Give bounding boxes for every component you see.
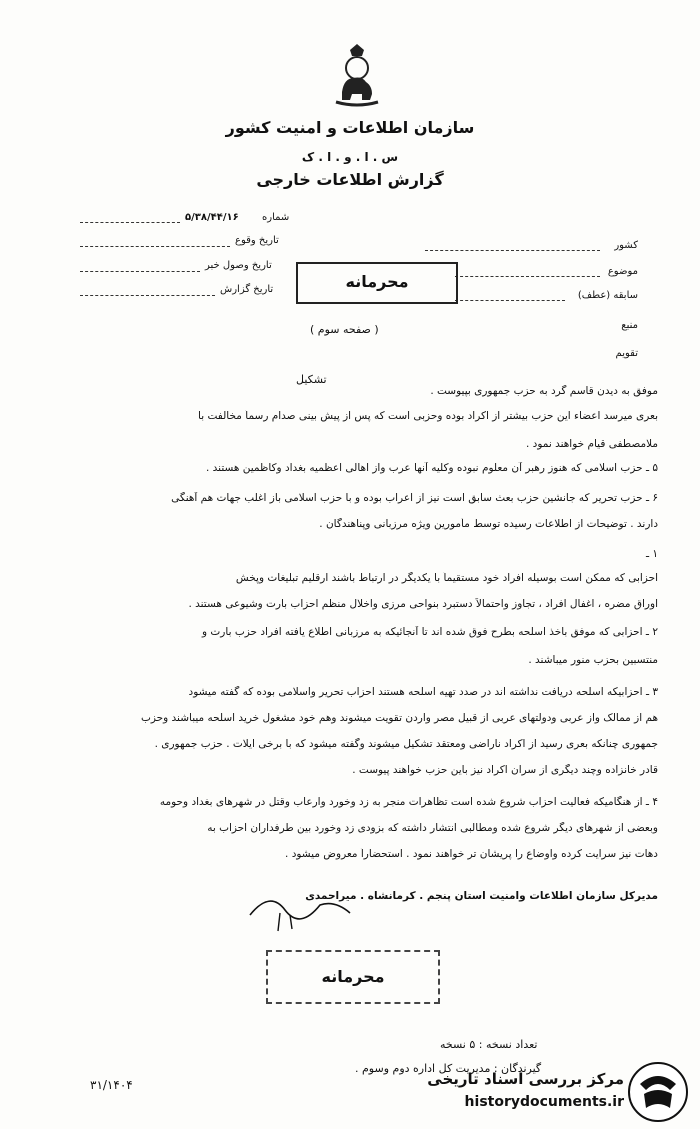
field-line-report-date — [80, 295, 215, 296]
field-label-incident-date: تاریخ وقوع — [235, 235, 279, 246]
recipients: گیرندگان : مدیریت کل اداره دوم وسوم . — [355, 1062, 542, 1075]
body-line: ملامصطفی قیام خواهند نمود . — [525, 438, 658, 450]
field-line-number — [80, 222, 180, 223]
body-line: قادر خانزاده وچند دیگری از سران اکراد نیز باین حزب خواهند پیوست . — [352, 764, 658, 776]
field-line-background — [455, 300, 565, 301]
body-line: احزابی که ممکن است بوسیله افراد خود مستقیماً با یکدیگر در ارتباط باشند ارقلیم تبلیغات وپخش — [235, 572, 658, 584]
body-line: منتسبین بحزب منور میباشند . — [528, 654, 658, 666]
watermark — [420, 1062, 688, 1120]
field-line-incident-date — [80, 246, 230, 247]
body-line: اوراق مضره ، اغفال افراد ، تجاوز واحتمالاً دستبرد بنواحی مرزی واخلال منظم احزاب بارت وشیوعی هستند . — [188, 598, 658, 610]
body-line: ۶ ـ حزب تحریر که جانشین حزب بعث سابق است نیز از اعراب بوده و با حزب اسلامی باز اغلب جهات هم آهنگی — [171, 492, 658, 504]
archive-logo-icon — [628, 1062, 688, 1122]
body-line: ۴ ـ از هنگامیکه فعالیت احزاب شروع شده است تظاهرات منجر به زد وخورد وارعاب وقتل در شهرهای بغداد وحومه — [159, 796, 658, 808]
page-number-label: ( صفحه سوم ) — [310, 323, 379, 336]
watermark-url: historydocuments.ir — [464, 1094, 624, 1110]
field-label-report-date: تاریخ گزارش — [220, 284, 274, 295]
confidential-stamp-top: محرمانه — [296, 262, 458, 304]
lion-and-sun-emblem-icon — [332, 44, 382, 108]
body-line: ۳ ـ احزابیکه اسلحه دریافت نداشته اند در صدد تهیه اسلحه هستند احزاب تحریر واسلامی بوده که گفته میشود — [188, 686, 658, 698]
field-label-background: سابقه (عطف) — [577, 290, 638, 301]
body-line: ۱ ـ — [645, 548, 658, 560]
body-line: جمهوری چنانکه بعری رسید از اکراد ناراضی ومعتقد تشکیل میشوند وگفته میشود که با برخی ایلات . حزب جمهوری . — [154, 738, 658, 750]
field-label-source: منبع — [621, 320, 638, 331]
section-heading: تشکیل — [296, 373, 327, 386]
field-line-receipt-date — [80, 271, 200, 272]
body-line: بعری میرسد اعضاء این حزب بیشتر از اکراد بوده وحزبی است که پس از پیش بینی صدام رسماً مخالفت با — [198, 410, 658, 422]
body-line: دهات نیز سرایت کرده واوضاع را پریشان تر خواهند نمود . استحضاراً معروض میشود . — [285, 848, 658, 860]
field-value-number: ۵/۳۸/۴۴/۱۶ — [185, 212, 239, 223]
organization-name: سازمان اطلاعات و امنیت کشور — [225, 118, 475, 137]
body-line: وبعضی از شهرهای دیگر شروع شده ومطالبی انتشار داشته که بزودی زد وخورد بین طرفداران احزاب به — [207, 822, 658, 834]
field-label-number: شماره — [262, 212, 290, 223]
signature-line: مدیرکل سازمان اطلاعات وامنیت استان پنجم . کرمانشاه . میراحمدی — [305, 890, 658, 902]
handwritten-signature-icon — [240, 885, 360, 935]
body-line: موفق به دیدن قاسم گرد به حزب جمهوری بپیوست . — [430, 385, 658, 397]
field-label-receipt-date: تاریخ وصول خبر — [205, 260, 272, 271]
field-label-country: کشور — [614, 240, 638, 251]
field-label-assessment: تقویم — [615, 348, 638, 359]
body-line: ۲ ـ احزابی که موفق باخذ اسلحه بطرح فوق شده اند تا آنجائیکه به مرزبانی اطلاع یافته افراد حزب بارت و — [202, 626, 658, 638]
confidential-stamp-bottom: محرمانه — [266, 950, 440, 1004]
field-line-country — [425, 250, 600, 251]
body-line: هم از ممالک واز عربی ودولتهای عربی از قبیل مصر واردن تقویت میشوند وهم خود مشغول خرید اسلحه میباشند وحزب — [140, 712, 658, 724]
watermark-title: مرکز بررسی اسناد تاریخی — [427, 1070, 624, 1088]
field-label-subject: موضوع — [607, 266, 638, 277]
body-line: ۵ ـ حزب اسلامی که هنوز رهبر آن معلوم نبوده وکلیه آنها عرب واز اهالی اعظمیه بغداد وکاظمین هستند . — [206, 462, 658, 474]
field-line-subject — [455, 276, 600, 277]
body-line: دارند . توضیحات از اطلاعات رسیده توسط مأمورین ویژه مرزبانی وپناهندگان . — [319, 518, 658, 530]
archive-number: ۳۱/۱۴۰۴ — [90, 1078, 133, 1092]
organization-code: س . ا . و . ا . ک — [301, 150, 399, 164]
copies-count: تعداد نسخه : ۵ نسخه — [440, 1038, 538, 1051]
report-title: گزارش اطلاعات خارجی — [256, 170, 444, 189]
